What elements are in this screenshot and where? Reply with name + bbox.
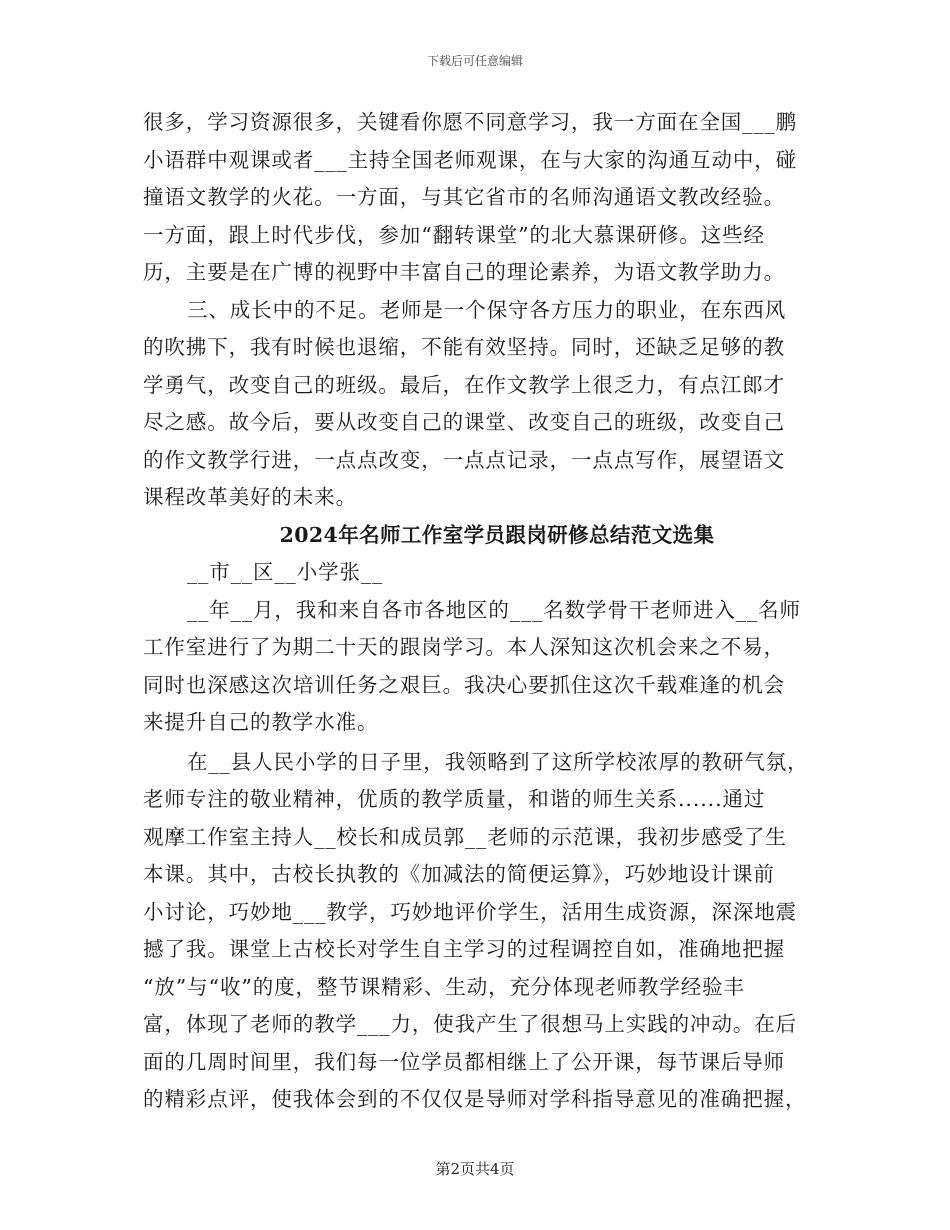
text-line: 小语群中观课或者___主持全国老师观课，在与大家的沟通互动中，碰 <box>143 147 798 172</box>
document-body <box>143 104 811 1119</box>
page-footer: 第2页共4页 <box>435 1160 515 1178</box>
paragraph-shortcomings <box>143 292 811 517</box>
text-line: 历，主要是在广博的视野中丰富自己的理论素养，为语文教学助力。 <box>143 260 785 284</box>
text-line: 富，体现了老师的教学___力，使我产生了很想马上实践的冲动。在后 <box>143 1012 798 1036</box>
text-line: 的吹拂下，我有时候也退缩，不能有效坚持。同时，还缺乏足够的教 <box>143 335 785 359</box>
paragraph-continuation <box>143 104 811 292</box>
text-line: 的精彩点评，使我体会到的不仅仅是导师对学科指导意见的准确把握， <box>143 1087 807 1111</box>
text-line: 课程改革美好的未来。 <box>143 485 357 509</box>
text-line: 同时也深感这次培训任务之艰巨。我决心要抓住这次千载难逢的机会 <box>143 672 785 697</box>
page-header: 下载后可任意编辑 <box>426 54 523 68</box>
paragraph-observation <box>143 744 811 1119</box>
text-line: 面的几周时间里，我们每一位学员都相继上了公开课，每节课后导师 <box>143 1049 785 1074</box>
text-line: “放”与“收”的度，整节课精彩、生动，充分体现老师教学经验丰 <box>143 974 745 999</box>
text-line: __年__月，我和来自各市各地区的___名数学骨干老师进入__名师 <box>187 597 801 622</box>
text-line: 来提升自己的教学水准。 <box>143 710 379 734</box>
text-line: 小讨论，巧妙地___教学，巧妙地评价学生，活用生成资源，深深地震 <box>143 899 798 924</box>
text-line: 在__县人民小学的日子里，我领略到了这所学校浓厚的教研气氛， <box>187 749 809 774</box>
text-line: 老师专注的敬业精神，优质的教学质量，和谐的师生关系......通过 <box>143 787 766 811</box>
text-line: 观摩工作室主持人__校长和成员郭__老师的示范课，我初步感受了生 <box>143 824 787 849</box>
text-line: 撼了我。课堂上古校长对学生自主学习的过程调控自如，准确地把握 <box>143 937 785 961</box>
text-line: 学勇气，改变自己的班级。最后，在作文教学上很乏力，有点江郎才 <box>143 372 785 397</box>
text-line: 工作室进行了为期二十天的跟岗学习。本人深知这次机会来之不易， <box>143 635 785 659</box>
text-line: 撞语文教学的火花。一方面，与其它省市的名师沟通语文教改经验。 <box>143 185 785 209</box>
text-line: 尽之感。故今后，要从改变自己的课堂、改变自己的班级，改变自己 <box>143 410 785 434</box>
text-line: 一方面，跟上时代步伐，参加“翻转课堂”的北大慕课研修。这些经 <box>143 222 765 247</box>
text-line: 本课。其中，古校长执教的《加减法的简便运算》，巧妙地设计课前 <box>143 862 775 886</box>
byline: __市__区__小学张__ <box>187 560 384 584</box>
text-line: 的作文教学行进，一点点改变，一点点记录，一点点写作，展望语文 <box>143 447 785 472</box>
article-title: 2024年名师工作室学员跟岗研修总结范文选集 <box>279 522 715 547</box>
text-line: 很多，学习资源很多，关键看你愿不同意学习，我一方面在全国___鹏 <box>143 110 798 134</box>
paragraph-intro <box>143 592 811 742</box>
text-line: 三、成长中的不足。老师是一个保守各方压力的职业，在东西风 <box>187 297 787 322</box>
